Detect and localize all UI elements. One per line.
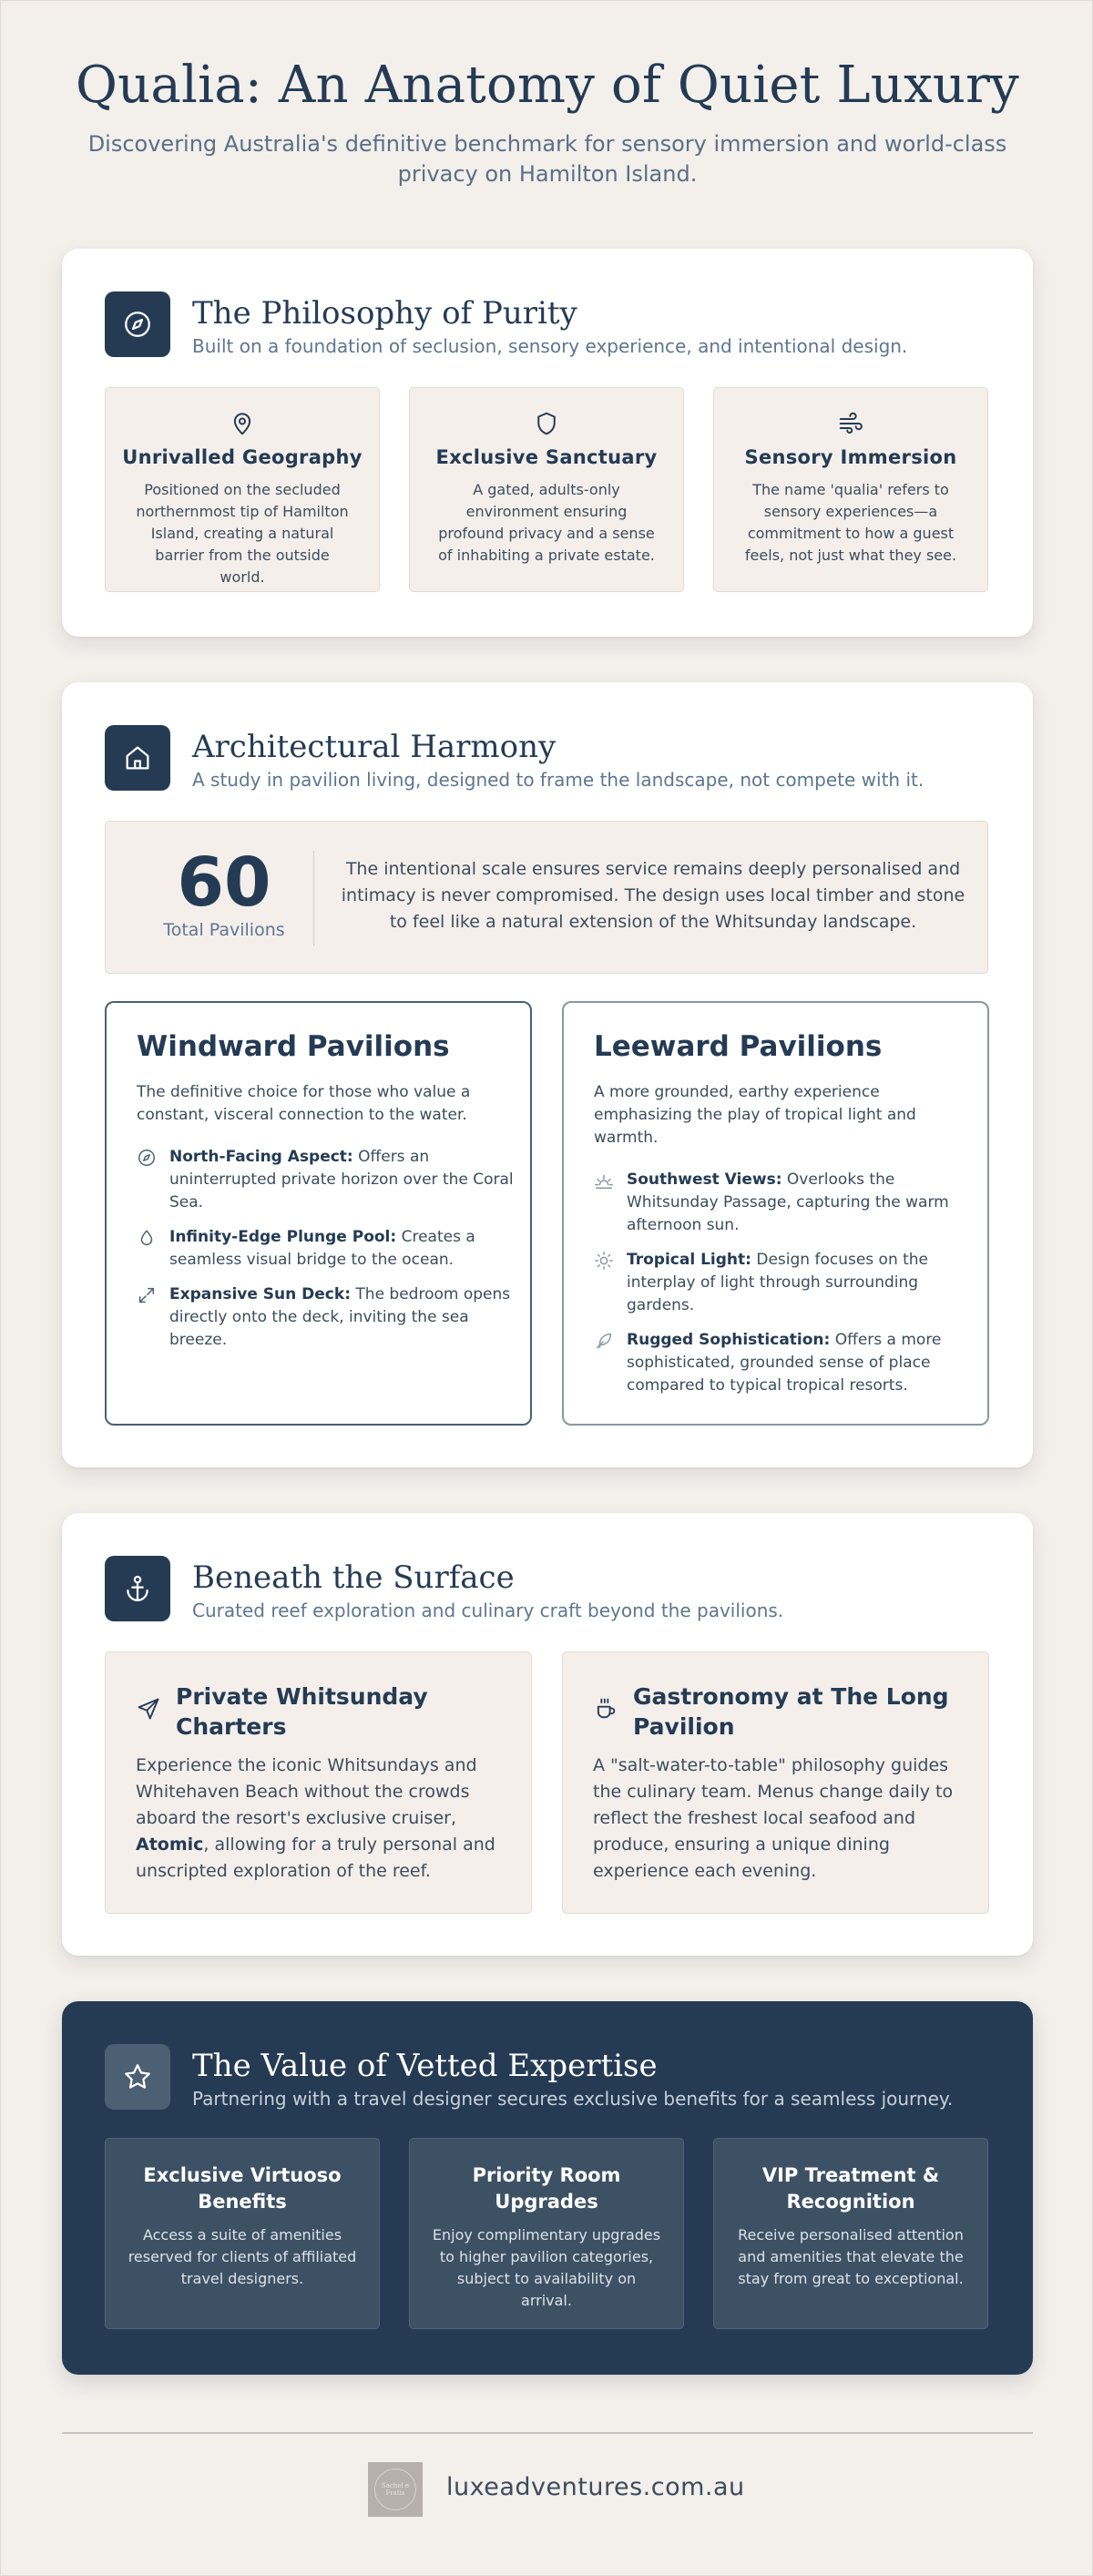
feature-item — [594, 1249, 972, 1317]
feature-label: Expansive Sun Deck: — [169, 1285, 351, 1303]
feather-icon — [594, 1331, 614, 1351]
feature-text: Offers a more sophisticated, grounded sense of place compared to typical tropical resorts. — [627, 1331, 942, 1395]
pavilion-stat — [105, 821, 988, 974]
feature-label: Infinity-Edge Plunge Pool: — [169, 1228, 397, 1246]
expand-icon — [137, 1285, 157, 1305]
card-text: Experience the iconic Whitsundays and Whitehaven Beach without the crowds aboard the resort's exclusive cruiser, Atomic, allowing for a truly personal and unscripted exploration of the reef. — [136, 1755, 495, 1881]
benefit-text: Access a suite of amenities reserved for clients of affiliated travel designers. — [128, 2226, 357, 2287]
benefit-item — [105, 2138, 380, 2329]
compass-icon — [105, 291, 170, 357]
stat-label: Total Pavilions — [163, 920, 285, 940]
feature-text: Design focuses on the interplay of light through surrounding gardens. — [627, 1251, 929, 1314]
leeward-card — [562, 1001, 989, 1426]
surface-section — [62, 1513, 1033, 1956]
philosophy-item — [105, 387, 380, 592]
footer-divider — [62, 2432, 1033, 2434]
benefit-text: Enjoy complimentary upgrades to higher pavilion categories, subject to availability on arrival. — [432, 2226, 661, 2309]
cruiser-name: Atomic — [136, 1835, 204, 1855]
section-title: The Value of Vetted Expertise — [192, 2048, 658, 2084]
feature-label: Rugged Sophistication: — [627, 1331, 831, 1349]
item-text: The name 'qualia' refers to sensory experiences—a commitment to how a guest feels, not just what they see. — [744, 481, 957, 564]
card-title: Private Whitsunday Charters — [176, 1683, 428, 1740]
section-title: Beneath the Surface — [192, 1559, 515, 1596]
website-link[interactable]: luxeadventures.com.au — [446, 2473, 745, 2501]
coffee-icon — [593, 1696, 618, 1722]
philosophy-section — [62, 249, 1033, 637]
feature-label: North-Facing Aspect: — [169, 1148, 353, 1166]
benefit-title: VIP Treatment & Recognition — [761, 2164, 940, 2213]
page-subtitle: Discovering Australia's definitive benchmark for sensory immersion and world-class privacy on Hamilton Island. — [87, 131, 1007, 187]
pavilion-intro: The definitive choice for those who value a constant, visceral connection to the water. — [137, 1083, 471, 1124]
home-icon — [105, 725, 170, 791]
feature-text: Creates a seamless visual bridge to the ocean. — [169, 1228, 475, 1269]
feature-label: Southwest Views: — [627, 1170, 782, 1189]
benefit-title: Exclusive Virtuoso Benefits — [143, 2164, 342, 2213]
droplet-icon — [137, 1228, 157, 1248]
map-pin-icon — [229, 410, 256, 437]
feature-item — [137, 1146, 515, 1214]
section-subtitle: Partnering with a travel designer secures exclusive benefits for a seamless journey. — [192, 2088, 954, 2110]
feature-item — [594, 1329, 972, 1397]
philosophy-item — [409, 387, 684, 592]
section-header — [105, 291, 996, 357]
card-text: A "salt-water-to-table" philosophy guides the culinary team. Menus change daily to reflect the freshest local seafood and produce, ensuring a unique dining experience each evening. — [593, 1755, 954, 1881]
wind-icon — [837, 410, 864, 437]
expertise-section — [62, 2001, 1033, 2375]
benefit-text: Receive personalised attention and amenities that elevate the stay from great to exceptional. — [738, 2226, 964, 2287]
section-header — [105, 725, 996, 791]
item-text: Positioned on the secluded northernmost tip of Hamilton Island, creating a natural barrier from the outside world. — [136, 481, 349, 586]
item-text: A gated, adults-only environment ensuring profound privacy and a sense of inhabiting a private estate. — [438, 481, 655, 564]
item-title: Unrivalled Geography — [122, 446, 363, 468]
stat-text: The intentional scale ensures service remains deeply personalised and intimacy is never compromised. The design uses local timber and stone to feel like a natural extension of the Whitsunday landscape. — [341, 859, 965, 932]
sun-icon — [594, 1251, 614, 1271]
section-subtitle: Built on a foundation of seclusion, sensory experience, and intentional design. — [192, 335, 908, 357]
anchor-icon — [105, 1556, 170, 1621]
feature-label: Tropical Light: — [627, 1251, 751, 1269]
stat-number: 60 — [177, 843, 271, 922]
section-subtitle: Curated reef exploration and culinary craft beyond the pavilions. — [192, 1600, 784, 1621]
feature-item — [137, 1226, 515, 1272]
section-header — [105, 1556, 996, 1621]
section-title: The Philosophy of Purity — [192, 295, 577, 332]
page-title: Qualia: An Anatomy of Quiet Luxury — [76, 56, 1019, 115]
feature-text: Overlooks the Whitsunday Passage, capturing the warm afternoon sun. — [627, 1170, 949, 1234]
star-icon — [105, 2044, 170, 2110]
section-title: Architectural Harmony — [192, 729, 557, 765]
pavilion-title: Leeward Pavilions — [594, 1030, 883, 1063]
benefit-item — [409, 2138, 684, 2329]
item-title: Sensory Immersion — [744, 446, 957, 468]
hero — [1, 56, 1093, 189]
logo-seal: Sachel e Fratis — [374, 2469, 416, 2510]
benefit-title: Priority Room Upgrades — [472, 2164, 621, 2213]
sunset-icon — [594, 1170, 614, 1191]
pavilion-title: Windward Pavilions — [137, 1030, 450, 1063]
item-title: Exclusive Sanctuary — [435, 446, 658, 468]
section-subtitle: A study in pavilion living, designed to frame the landscape, not compete with it. — [192, 769, 924, 791]
philosophy-item — [713, 387, 988, 592]
windward-card — [105, 1001, 532, 1426]
card-title: Gastronomy at The Long Pavilion — [633, 1683, 949, 1740]
feature-item — [594, 1169, 972, 1237]
feature-text: The bedroom opens directly onto the deck, inviting the sea breeze. — [169, 1285, 511, 1349]
send-icon — [136, 1696, 161, 1722]
charters-card — [105, 1651, 532, 1914]
benefit-item — [713, 2138, 988, 2329]
pavilion-intro: A more grounded, earthy experience emphasizing the play of tropical light and warmth. — [594, 1083, 916, 1147]
compass-icon — [137, 1148, 157, 1168]
feature-item — [137, 1283, 515, 1352]
gastronomy-card — [562, 1651, 989, 1914]
philosophy-items — [105, 387, 988, 592]
brand-logo — [368, 2462, 423, 2517]
feature-text: Offers an uninterrupted private horizon over the Coral Sea. — [169, 1148, 514, 1211]
divider — [313, 851, 314, 946]
architecture-section — [62, 682, 1033, 1467]
section-header — [105, 2044, 996, 2110]
shield-icon — [533, 410, 560, 437]
